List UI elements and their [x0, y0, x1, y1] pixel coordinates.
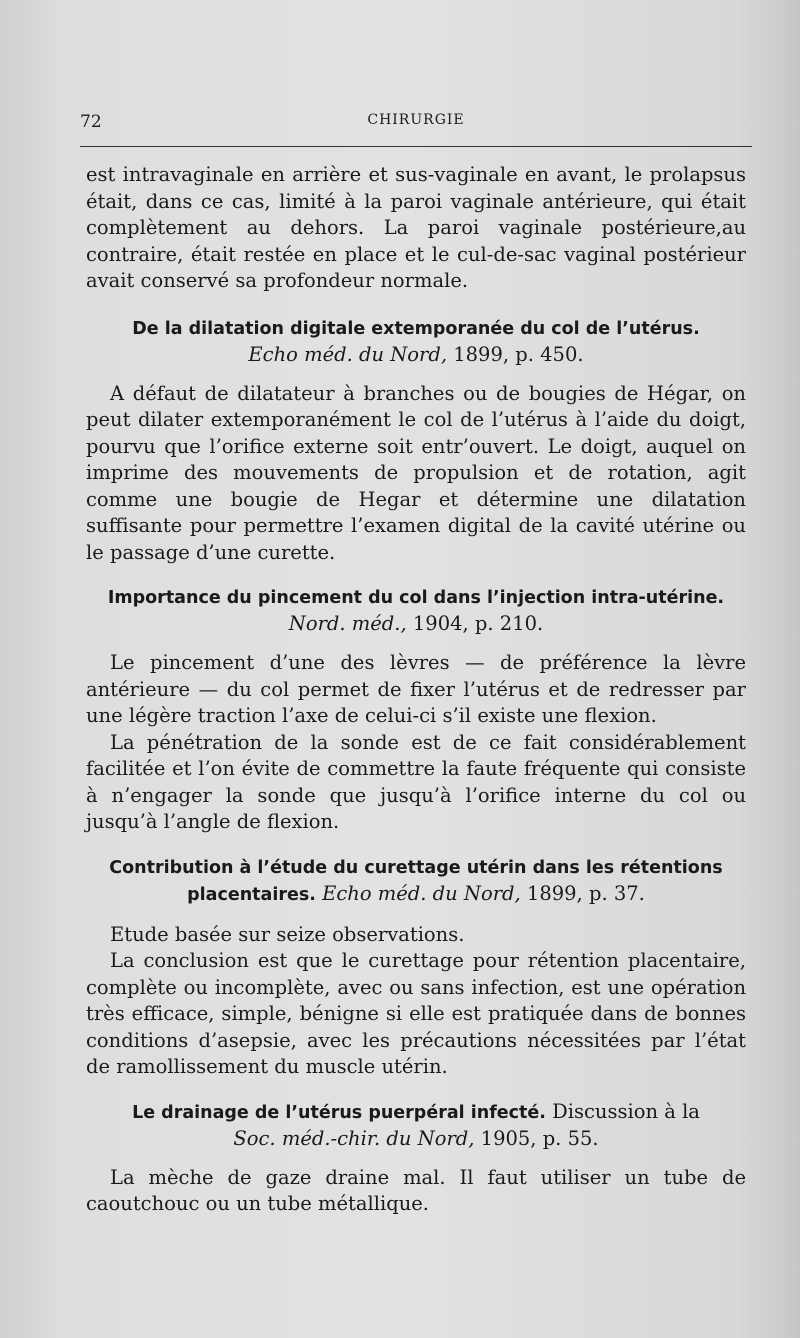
reference-details: 1899, p. 37. — [520, 881, 645, 905]
section-heading — [86, 1099, 746, 1151]
paragraph: La mèche de gaze draine mal. Il faut utiliser un tube de caoutchouc ou un tube métallique. — [86, 1165, 746, 1215]
intro-paragraph: est intravaginale en arrière et sus-vaginale en avant, le prolapsus était, dans ce cas, limité à la paroi vaginale antérieure, qui était complètement au dehors. La paroi vaginale postérieure,au contraire, était restée en place et le cul-de-sac vaginal postérieur avait conservé sa profondeur normale. — [86, 163, 746, 292]
section-reference — [86, 342, 746, 367]
paragraph: Etude basée sur seize observations. — [110, 922, 465, 946]
journal-name: Soc. méd.-chir. du Nord, — [233, 1126, 475, 1150]
reference-prefix: Discussion à la — [545, 1099, 700, 1123]
paragraph: A défaut de dilatateur à branches ou de bougies de Hégar, on peut dilater extemporanément le col de l’utérus à l’aide du doigt, pourvu que l’orifice externe soit entr’ouvert. Le doigt, auquel on imprime des mouvements de propulsion et de rotation, agit comme une bougie de Hegar et détermine une dilatation suffisante pour permettre l’examen digital de la cavité utérine ou le passage d’une curette. — [86, 381, 746, 564]
journal-name: Echo méd. du Nord, — [248, 342, 448, 366]
page-header — [80, 110, 752, 140]
reference-details: 1905, p. 55. — [474, 1126, 599, 1150]
journal-name: Echo méd. du Nord, — [315, 881, 521, 905]
section-title: Contribution à l’étude du curettage utérin dans les rétentions placentaires. — [109, 857, 723, 905]
paragraph: Le pincement d’une des lèvres — de préférence la lèvre antérieure — du col permet de fixer l’utérus et de redresser par une légère traction l’axe de celui-ci s’il existe une flexion. — [86, 651, 746, 727]
paragraph: La conclusion est que le curettage pour rétention placentaire, complète ou incomplète, avec ou sans infection, est une opération très efficace, simple, bénigne si elle est pratiquée dans de bonnes conditions d’asepsie, avec les précautions nécessitées par l’état de ramollissement du muscle utérin. — [86, 949, 746, 1078]
section-heading — [86, 315, 746, 367]
page-number: 72 — [80, 112, 102, 132]
section-title: De la dilatation digitale extemporanée du col de l’utérus. — [132, 318, 700, 339]
page-body — [86, 162, 746, 1218]
reference-details: 1904, p. 210. — [406, 612, 544, 635]
section-title: Importance du pincement du col dans l’injection intra-utérine. — [107, 588, 725, 608]
paragraph: La pénétration de la sonde est de ce fait considérablement facilitée et l’on évite de commettre la faute fréquente qui consiste à n’engager la sonde que jusqu’à l’orifice interne du col ou jusqu’à l’angle de flexion. — [86, 730, 746, 833]
section-title: Le drainage de l’utérus puerpéral infecté. — [132, 1102, 546, 1123]
reference-details: 1899, p. 450. — [447, 342, 584, 366]
journal-name: Nord. méd., — [288, 612, 407, 635]
section-heading — [86, 584, 746, 636]
header-rule — [80, 146, 752, 147]
running-title: CHIRURGIE — [367, 112, 465, 128]
section-heading — [86, 854, 746, 908]
